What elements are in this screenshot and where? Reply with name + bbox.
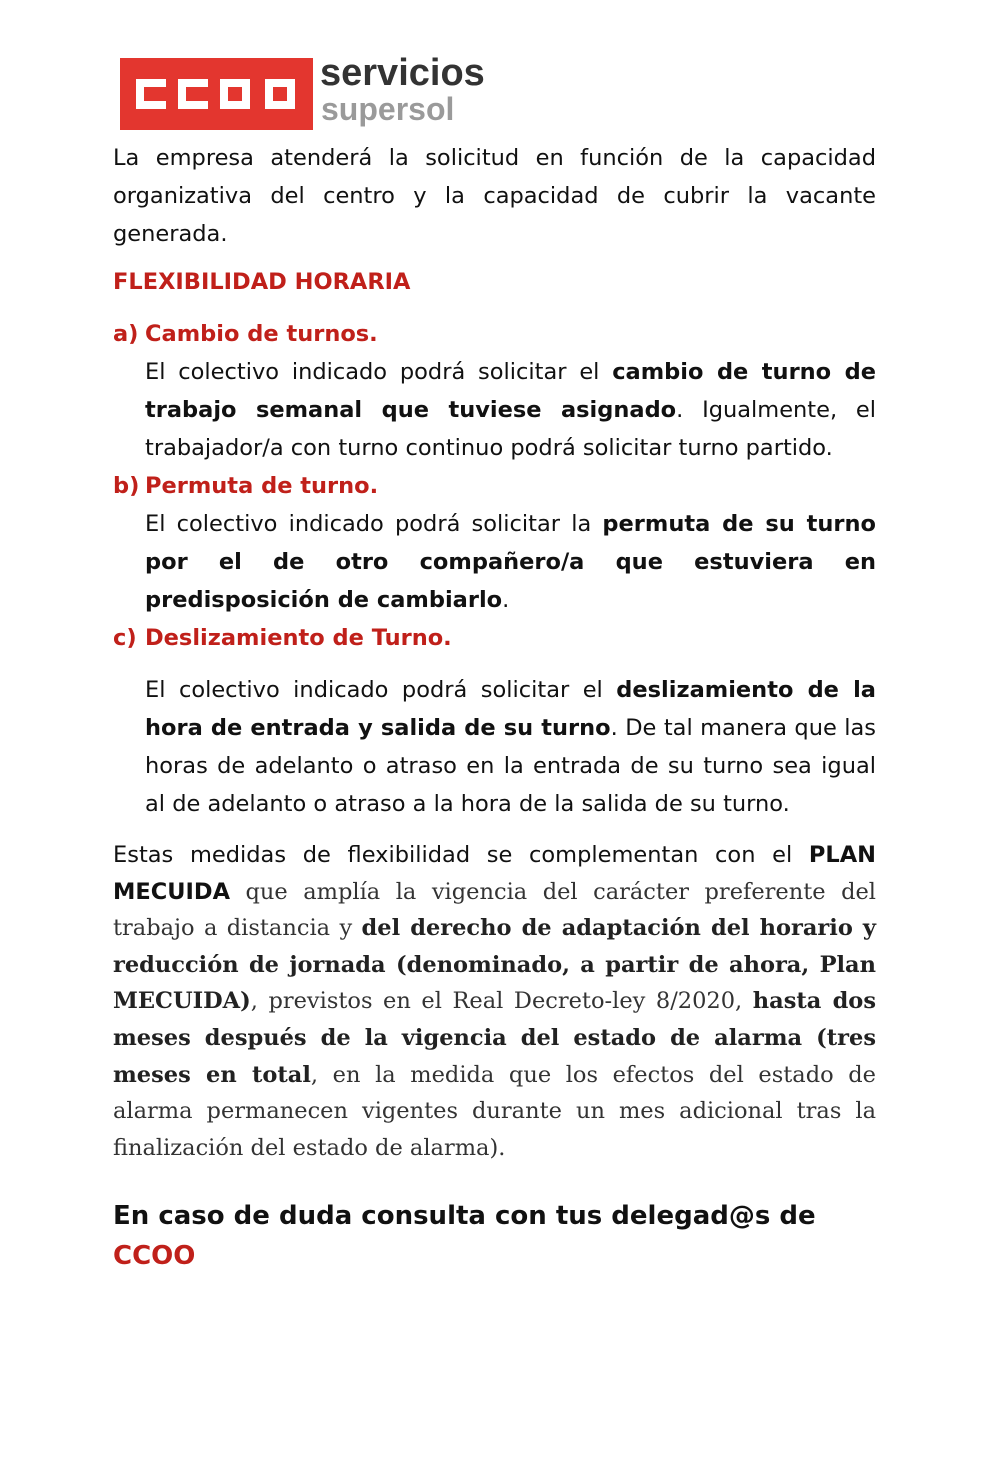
final-note-text: En caso de duda consulta con tus delegad@s de <box>113 1201 816 1232</box>
closing-text: , previstos en el Real Decreto-ley 8/2020, <box>250 988 753 1015</box>
item-text-plain: . <box>502 587 510 613</box>
item-title-text: Permuta de turno. <box>145 473 379 499</box>
closing-bold: PLAN MECUIDA <box>113 842 876 905</box>
closing-paragraph <box>113 837 876 1166</box>
final-note <box>113 1196 876 1276</box>
logo-letter-c <box>136 79 166 109</box>
item-text-bold: cambio de turno de trabajo semanal que tuviese asignado <box>145 359 876 423</box>
item-title <box>113 619 876 657</box>
item-text <box>113 353 876 467</box>
closing-bold: hasta dos meses después de la vigencia del estado de alarma (tres meses en total <box>113 988 876 1088</box>
closing-text: que amplía la vigencia del carácter preferente del trabajo a distancia y <box>113 878 876 942</box>
final-note-brand: CCOO <box>113 1241 196 1272</box>
item-text-plain: . Igualmente, el trabajador/a con turno continuo podrá solicitar turno partido. <box>145 397 876 461</box>
item-title-text: Deslizamiento de Turno. <box>145 625 452 651</box>
closing-text: Estas medidas de flexibilidad se complementan con el <box>113 842 809 868</box>
item-text-bold: permuta de su turno por el de otro compañero/a que estuviera en predisposición de cambiarlo <box>145 511 876 613</box>
item-b <box>113 467 876 619</box>
item-text-plain: El colectivo indicado podrá solicitar la <box>145 511 603 537</box>
item-a <box>113 315 876 467</box>
item-title-text: Cambio de turnos. <box>145 321 378 347</box>
logo-letter-o <box>265 79 295 109</box>
intro-paragraph: La empresa atenderá la solicitud en función de la capacidad organizativa del centro y la capacidad de cubrir la vacante generada. <box>113 145 876 247</box>
section-heading: FLEXIBILIDAD HORARIA <box>113 269 411 295</box>
logo-letter-o <box>220 79 250 109</box>
item-text-bold: deslizamiento de la hora de entrada y salida de su turno <box>145 677 876 741</box>
ccoo-logo-mark <box>120 58 313 130</box>
closing-text: , en la medida que los efectos del estado de alarma permanecen vigentes durante un mes adicional tras la finalización del estado de alarma). <box>113 1061 876 1161</box>
item-c <box>113 619 876 823</box>
document-body <box>113 139 876 1276</box>
item-title <box>113 315 876 353</box>
item-text <box>113 505 876 619</box>
item-text-plain: El colectivo indicado podrá solicitar el <box>145 359 613 385</box>
item-title <box>113 467 876 505</box>
logo-letter-c <box>178 79 208 109</box>
item-text <box>113 671 876 823</box>
closing-bold: del derecho de adaptación del horario y reducción de jornada (denominado, a partir de ahora, Plan MECUIDA) <box>113 915 876 1015</box>
item-marker: c) <box>113 625 137 651</box>
item-text-plain: El colectivo indicado podrá solicitar el <box>145 677 617 703</box>
item-marker: a) <box>113 321 139 347</box>
closing-serif <box>113 879 876 1161</box>
item-text-plain: . De tal manera que las horas de adelanto o atraso en la entrada de su turno sea igual al de adelanto o atraso a la hora de la salida de su turno. <box>145 715 877 817</box>
logo-text-supersol: supersol <box>321 91 455 127</box>
logo-text-servicios: servicios <box>320 52 485 94</box>
item-marker: b) <box>113 473 140 499</box>
